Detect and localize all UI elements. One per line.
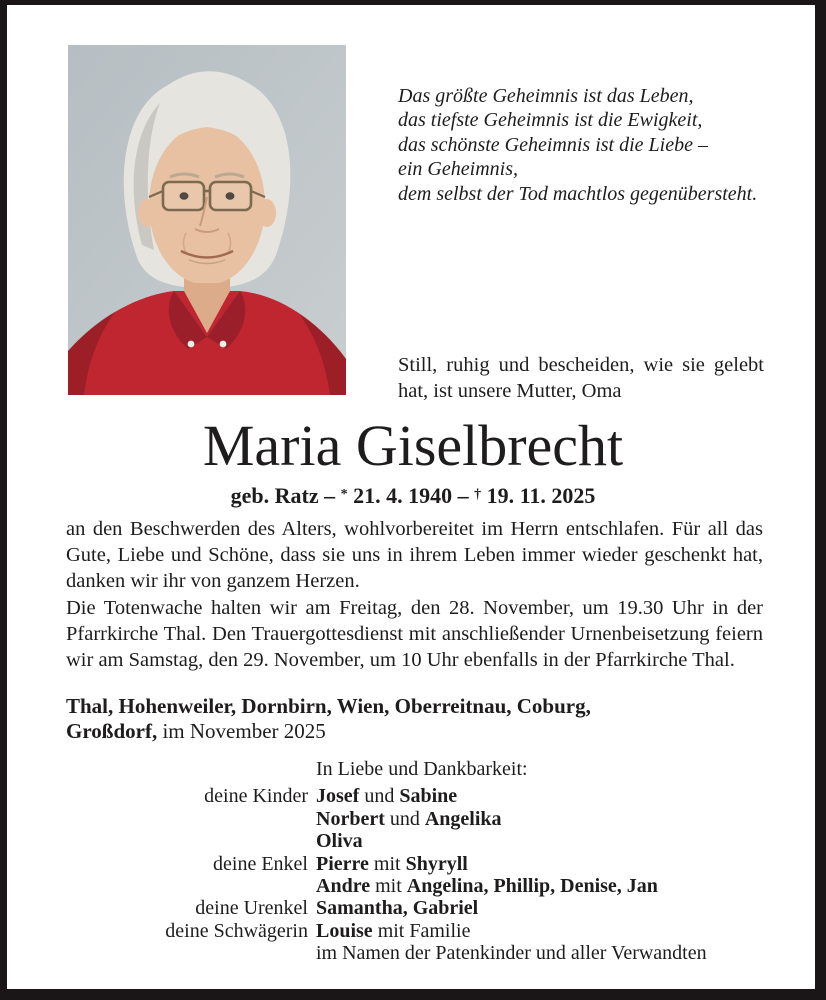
family-relation-label xyxy=(66,830,308,852)
regular-text: und xyxy=(359,785,400,808)
family-section xyxy=(66,758,778,965)
emphasized-name: Josef xyxy=(316,785,360,808)
family-row xyxy=(66,808,778,830)
birth-date: 21. 4. 1940 – xyxy=(347,483,475,508)
emphasized-name: Oliva xyxy=(316,830,363,853)
family-relation-label xyxy=(66,808,308,830)
memorial-quote xyxy=(398,84,776,206)
obituary-paragraph: an den Beschwerden des Alters, wohlvorbereitet im Herrn entschlafen. Für all das Gute, Liebe und Schöne, dass sie uns in ihrem Leben immer wieder geschenkt hat, danken wir ihr von ganzem Herzen. xyxy=(66,518,763,593)
family-names xyxy=(316,920,778,942)
family-intro: In Liebe und Dankbarkeit: xyxy=(316,758,528,780)
quote-line: das tiefste Geheimnis ist die Ewigkeit, xyxy=(398,109,703,132)
quote-line: dem selbst der Tod machtlos gegenübersteht. xyxy=(398,182,758,205)
death-date: 19. 11. 2025 xyxy=(481,483,596,508)
family-row xyxy=(66,875,778,897)
collar-button-right xyxy=(220,341,227,348)
family-intro-row xyxy=(66,758,778,780)
family-names xyxy=(316,853,778,875)
deceased-name: Maria Giselbrecht xyxy=(202,413,624,478)
family-row xyxy=(66,942,778,964)
family-names xyxy=(316,897,778,919)
family-relation-label xyxy=(66,758,308,780)
family-relation-label: deine Kinder xyxy=(204,785,308,808)
emphasized-name: Shyryll xyxy=(405,852,468,875)
quote-line: Das größte Geheimnis ist das Leben, xyxy=(398,85,694,107)
family-row xyxy=(66,897,778,919)
locations-block xyxy=(66,694,772,743)
family-relation-label: deine Enkel xyxy=(213,852,308,875)
birth-star-symbol: * xyxy=(340,487,348,502)
quote-line: das schönste Geheimnis ist die Liebe – xyxy=(398,133,708,156)
birth-name: geb. Ratz – xyxy=(230,483,341,508)
emphasized-name: Andre xyxy=(316,875,371,898)
family-names xyxy=(316,942,778,964)
obituary-body xyxy=(66,516,763,673)
family-names xyxy=(316,830,778,852)
emphasized-name: Norbert xyxy=(316,807,385,830)
emphasized-name: Sabine xyxy=(399,785,458,808)
regular-text: im November 2025 xyxy=(157,718,326,743)
death-dagger-symbol: † xyxy=(474,487,482,502)
family-rows xyxy=(66,785,778,964)
portrait-photo xyxy=(68,45,346,395)
emphasized-name: Louise xyxy=(316,919,373,942)
collar-button-left xyxy=(188,341,195,348)
emphasized-name: Pierre xyxy=(316,852,369,875)
regular-text: und xyxy=(384,807,425,830)
locations-line xyxy=(66,719,772,744)
emphasized-name: Samantha, Gabriel xyxy=(316,897,479,920)
family-relation-label: deine Schwägerin xyxy=(165,919,308,942)
service-paragraph: Die Totenwache halten wir am Freitag, den 28. November, um 19.30 Uhr in der Pfarrkirche Thal. Den Trauergottesdienst mit anschließender Urnenbeisetzung feiern wir am Samstag, den 29. November, um 10 Uhr ebenfalls in der Pfarrkirche Thal. xyxy=(66,596,763,672)
intro-text: Still, ruhig und bescheiden, wie sie gelebt hat, ist unsere Mutter, Oma xyxy=(398,354,764,402)
deceased-dates xyxy=(0,482,826,509)
emphasized-name: Angelika xyxy=(424,807,502,830)
family-row xyxy=(66,830,778,852)
family-relation-label: deine Urenkel xyxy=(195,897,308,920)
family-relation-label xyxy=(66,875,308,897)
family-row xyxy=(66,785,778,807)
name-block xyxy=(0,414,826,478)
regular-text: mit Familie xyxy=(372,919,471,942)
emphasized-name: Großdorf, xyxy=(66,718,158,743)
regular-text: im Namen der Patenkinder und aller Verwandten xyxy=(316,942,707,965)
emphasized-name: Angelina, Phillip, Denise, Jan xyxy=(406,875,658,898)
family-names xyxy=(316,785,778,807)
family-row xyxy=(66,853,778,875)
family-row xyxy=(66,920,778,942)
regular-text: mit xyxy=(368,852,406,875)
family-relation-label xyxy=(66,942,308,964)
portrait-illustration xyxy=(68,45,346,395)
family-names xyxy=(316,808,778,830)
locations-line xyxy=(66,694,772,719)
quote-line: ein Geheimnis, xyxy=(398,158,518,181)
regular-text: mit xyxy=(370,875,407,898)
family-names xyxy=(316,875,778,897)
emphasized-name: Thal, Hohenweiler, Dornbirn, Wien, Oberreitnau, Coburg, xyxy=(66,694,591,718)
